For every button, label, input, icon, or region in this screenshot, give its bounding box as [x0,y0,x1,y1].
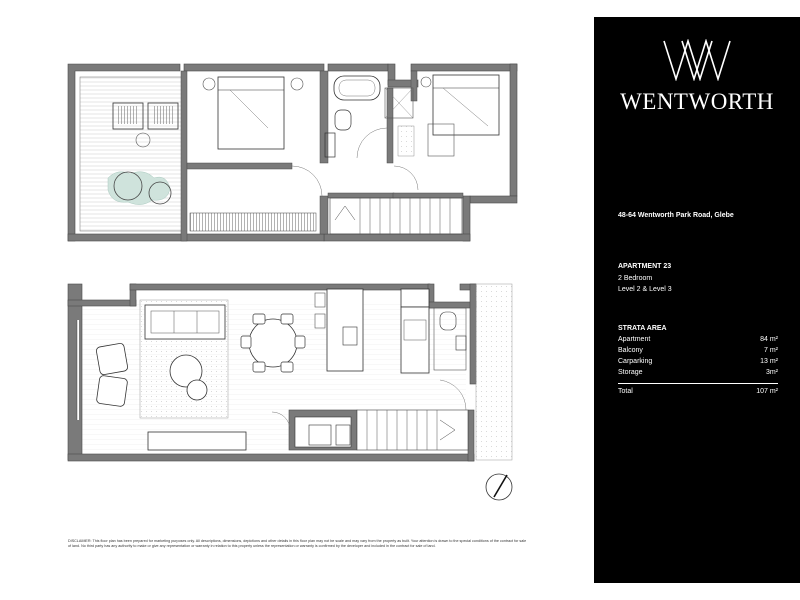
brand-wordmark: WENTWORTH [620,89,774,114]
property-address: 48-64 Wentworth Park Road, Glebe [618,212,734,219]
strata-row-carparking [618,358,778,365]
strata-total-value: 107 m² [756,388,778,395]
lower-level-plan [68,284,512,461]
apartment-title: APARTMENT 23 [618,263,672,270]
strata-label: Apartment [618,336,651,343]
apartment-bedrooms: 2 Bedroom [618,275,653,282]
strata-row-storage [618,369,778,376]
bed-1 [218,77,284,149]
lower-stair [357,410,468,450]
strata-total-label: Total [618,388,633,395]
apartment-levels: Level 2 & Level 3 [618,286,672,293]
upper-stair [330,198,462,234]
wentworth-monogram-icon [662,39,732,81]
disclaimer-text: DISCLAIMER: This floor plan has been prepared for marketing purposes only. All descriptions, dimensions, depictions and other details in this floor plan may not be scale and may vary from the property as built. Your attention is drawn to the special conditions of the contract for sale of land. No third party has any authority to make or give any representation or warranty in relation to this property unless the representation or warranty is confirmed by the developer and included in the contract for sale of land. [68,539,527,549]
upper-balcony [80,77,184,231]
strata-value: 7 m² [764,347,778,354]
bed-2 [433,75,499,135]
kitchen-island [327,289,363,371]
north-compass-icon [486,474,512,500]
sofa [145,305,225,339]
strata-area-title: STRATA AREA [618,325,667,332]
info-sidebar [594,17,800,583]
strata-row-total [618,388,778,395]
tv-unit [148,432,246,450]
brand-logo [594,39,800,115]
strata-label: Balcony [618,347,643,354]
total-divider [618,383,778,384]
strata-label: Storage [618,369,643,376]
strata-label: Carparking [618,358,653,365]
strata-row-apartment [618,336,778,343]
lower-balcony [476,284,512,460]
strata-value: 3m² [765,369,778,376]
bathtub [334,76,380,100]
strata-row-balcony [618,347,778,354]
upper-level-plan [68,64,517,241]
strata-value: 13 m² [760,358,778,365]
strata-value: 84 m² [760,336,778,343]
dining-table [249,319,297,367]
